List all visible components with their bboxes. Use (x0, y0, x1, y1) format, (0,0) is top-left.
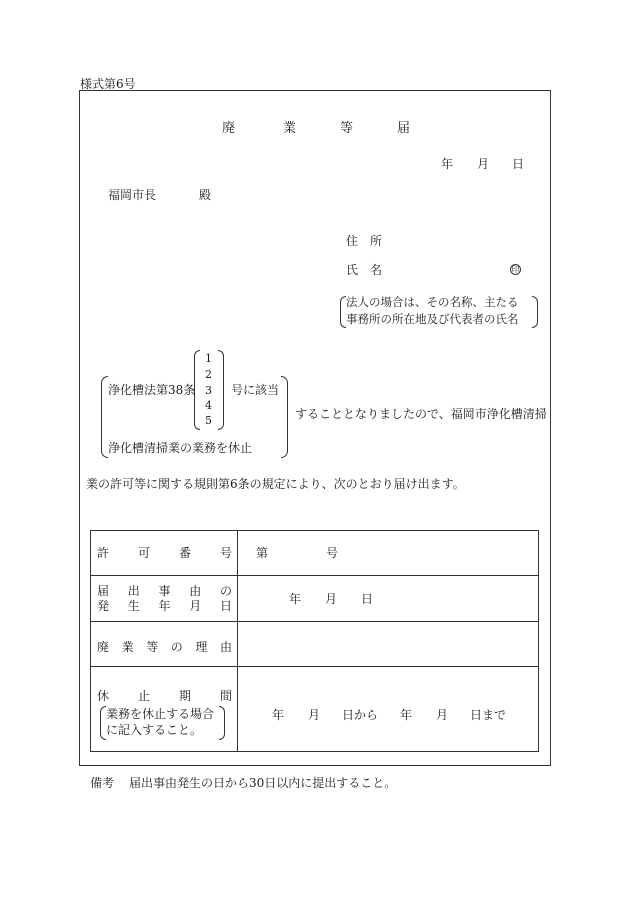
label-char: 由 (219, 640, 232, 654)
clause-bracket-left (194, 350, 200, 430)
label-char: 年 (158, 599, 171, 613)
label-char: 発 (97, 599, 110, 613)
label-char: 日 (219, 599, 232, 613)
label-char: 可 (137, 546, 150, 560)
suspension-to-month: 月 (436, 708, 449, 722)
body-final-line: 業の許可等に関する規則第6条の規定により、次のとおり届け出ます。 (86, 477, 465, 491)
label-char: 理 (195, 640, 208, 654)
seal-mark: 印 (511, 265, 520, 274)
suspension-to-day: 日まで (470, 708, 507, 722)
label-char: 月 (189, 599, 202, 613)
suspension-from-year: 年 (272, 708, 285, 722)
clause-number: 1 (205, 352, 212, 365)
form-title-char: 業 (283, 121, 297, 136)
label-char: 間 (219, 689, 232, 703)
occurrence-date-label-line2 (97, 600, 232, 612)
form-number: 様式第6号 (80, 77, 136, 91)
note-bracket-right (532, 296, 538, 328)
label-char: 番 (178, 546, 191, 560)
occurrence-day: 日 (361, 592, 374, 606)
addressee-honorific: 殿 (199, 188, 212, 202)
reason-label (97, 641, 232, 653)
suspension-note-line2: に記入すること。 (106, 723, 203, 737)
law-prefix: 浄化槽法第38条 (108, 383, 196, 397)
remark-label: 備考 (90, 776, 115, 790)
permit-number-suffix: 号 (326, 546, 339, 560)
label-char: 事 (158, 584, 171, 598)
remark-text: 届出事由発生の日から30日以内に提出すること。 (129, 776, 397, 790)
table-row-divider (91, 621, 538, 622)
occurrence-date-label-line1 (97, 585, 232, 597)
date-year-label: 年 (441, 157, 454, 171)
address-label: 住所 (346, 234, 395, 248)
addressee: 福岡市長 (108, 188, 157, 202)
body-continuation: することとなりましたので、福岡市浄化槽清掃 (295, 407, 547, 421)
label-char: の (170, 640, 183, 654)
label-char: 届 (97, 584, 110, 598)
suspension-from-day: 日から (342, 708, 379, 722)
suspension-from-month: 月 (308, 708, 321, 722)
permit-number-label (97, 547, 232, 559)
clause-number: 4 (205, 399, 212, 412)
label-char: 期 (178, 689, 191, 703)
date-month-label: 月 (477, 157, 490, 171)
label-char: 由 (189, 584, 202, 598)
option-bracket-left (101, 376, 108, 458)
option-bracket-right (281, 376, 288, 458)
label-char: 業 (121, 640, 134, 654)
occurrence-month: 月 (325, 592, 338, 606)
suspension-note-line1: 業務を休止する場合 (106, 707, 215, 721)
corporate-note-line1: 法人の場合は、その名称、主たる (346, 295, 519, 309)
form-title (0, 122, 630, 136)
form-title-char: 届 (397, 121, 411, 136)
label-char: 号 (219, 546, 232, 560)
form-title-char: 廃 (222, 121, 236, 136)
suspend-option: 浄化槽清掃業の業務を休止 (108, 441, 253, 455)
label-char: 等 (146, 640, 159, 654)
label-char: 生 (127, 599, 140, 613)
corporate-note-line2: 事務所の所在地及び代表者の氏名 (346, 312, 519, 326)
table-row-divider (91, 575, 538, 576)
occurrence-year: 年 (289, 592, 302, 606)
clause-bracket-right (218, 350, 224, 430)
clause-suffix: 号に該当 (231, 383, 280, 397)
table-row-divider (91, 666, 538, 667)
label-char: 許 (97, 546, 110, 560)
suspension-note-bracket-right (219, 706, 225, 740)
label-char: の (219, 584, 232, 598)
label-char: 休 (97, 689, 110, 703)
clause-number: 2 (205, 368, 212, 381)
table-column-divider (237, 531, 238, 751)
label-char: 止 (137, 689, 150, 703)
permit-number-prefix: 第 (256, 546, 269, 560)
suspension-period-label (97, 690, 232, 702)
date-day-label: 日 (512, 157, 525, 171)
suspension-to-year: 年 (400, 708, 413, 722)
label-char: 出 (127, 584, 140, 598)
clause-number: 3 (205, 384, 212, 397)
label-char: 廃 (97, 640, 110, 654)
clause-number: 5 (205, 414, 212, 427)
form-title-char: 等 (340, 121, 354, 136)
name-label: 氏名 (346, 263, 395, 277)
